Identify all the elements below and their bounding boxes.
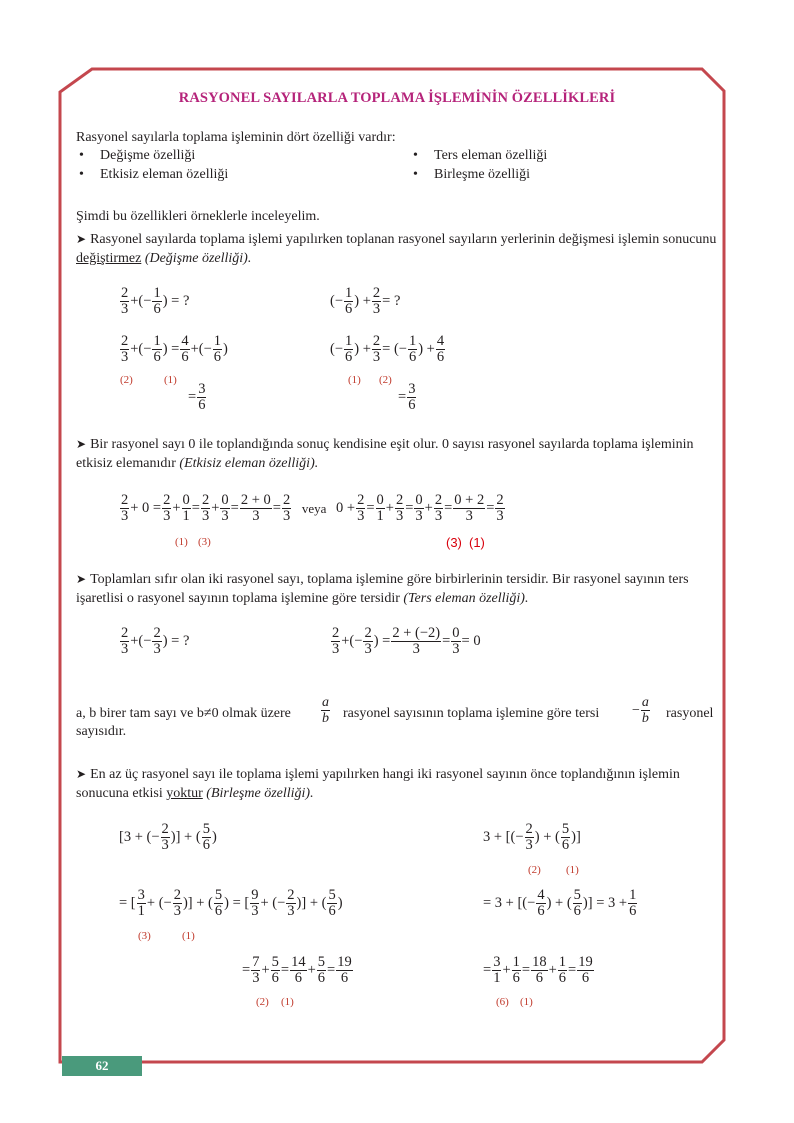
step-label-red: (3) [446, 535, 462, 550]
eq-identity: $\frac{2}{3}$ + 0 = $\frac{2}{3}$ + $\frac{0}{1}$ = $\frac{2}{3}$ + $\frac{0}{3}$ = $\frac{2 + 0}{3}$ = $\frac{2}{3}$ veya 0 + $\frac{2}{3}$ = $\frac{0}{1}$ + $\frac{2}{3}$ = $\frac{0}{3}$ + $\frac{2}{3}$ = $\frac{0 + 2}{3}$ = $\frac{2}{3}$ [121, 492, 504, 524]
step-label-red: (1) [469, 535, 485, 550]
step-label: (2) [256, 996, 269, 1008]
step-label: (3) [138, 930, 151, 942]
eq-associative-left-1: [3 + (− $\frac{2}{3}$ )] + ( $\frac{5}{6}$ ) [119, 821, 217, 853]
eq-associative-right-3: = $\frac{3}{1}$ + $\frac{1}{6}$ = $\frac{18}{6}$ + $\frac{1}{6}$ = $\frac{19}{6}$ [483, 954, 593, 986]
examples-intro: Şimdi bu özellikleri örneklerle inceleyelim. [76, 209, 320, 224]
intro-text: Rasyonel sayılarla toplama işleminin dört özelliği vardır: [76, 130, 396, 145]
step-label: (2) [528, 864, 541, 876]
section-inverse-text: ➤ Toplamları sıfır olan iki rasyonel sayı, toplama işlemine göre birbirlerinin tersidir. Bir rasyonel sayının ters işaretlisi o rasyonel sayının toplama işlemine göre tersidir (Ters eleman özelliği). [76, 572, 689, 606]
property-commutative: • Değişme özelliği [100, 148, 195, 164]
eq-associative-left-2: = [ $\frac{3}{1}$ + (− $\frac{2}{3}$ )] + ( $\frac{5}{6}$ ) = [ $\frac{9}{3}$ + (− $\frac{2}{3}$ )] + ( $\frac{5}{6}$ ) [119, 887, 343, 919]
section-inverse-definition: a, b birer tam sayı ve b≠0 olmak üzere $\frac{a}{b}$ rasyonel sayısının toplama işlemine göre tersi − $\frac{a}{b}$ rasyonel sayısıdır. [76, 695, 714, 739]
eq-commutative-left-2: $\frac{2}{3}$ +(− $\frac{1}{6}$ ) = $\frac{4}{6}$ +(− $\frac{1}{6}$ ) [121, 333, 228, 365]
eq-associative-right-2: = 3 + [(− $\frac{4}{6}$ ) + ( $\frac{5}{6}$ )] = 3 + $\frac{1}{6}$ [483, 887, 637, 919]
step-label: (1) [182, 930, 195, 942]
eq-commutative-left-3: = $\frac{3}{6}$ [188, 381, 206, 413]
step-label: (1) [281, 996, 294, 1008]
property-inverse: • Ters eleman özelliği [434, 148, 547, 164]
section-associative-text: ➤ En az üç rasyonel sayı ile toplama işlemi yapılırken hangi iki rasyonel sayının önce toplandığının işlemin sonucuna etkisi yoktur (Birleşme özelliği). [76, 767, 680, 801]
arrow-icon: ➤ [76, 767, 87, 781]
property-identity: • Etkisiz eleman özelliği [100, 167, 228, 183]
arrow-icon: ➤ [76, 572, 87, 586]
page-title: RASYONEL SAYILARLA TOPLAMA İŞLEMİNİN ÖZELLİKLERİ [178, 90, 616, 106]
property-associative: • Birleşme özelliği [434, 167, 530, 183]
eq-commutative-right-2: (− $\frac{1}{6}$ ) + $\frac{2}{3}$ = (− $\frac{1}{6}$ ) + $\frac{4}{6}$ [330, 333, 445, 365]
step-label: (1) [348, 374, 361, 386]
eq-commutative-left-1: $\frac{2}{3}$ +(− $\frac{1}{6}$ ) = ? [121, 285, 190, 317]
step-label: (2) [379, 374, 392, 386]
eq-inverse-right: $\frac{2}{3}$ +(− $\frac{2}{3}$ ) = $\frac{2 + (-2)}{3}$ = $\frac{0}{3}$ = 0 [332, 625, 481, 657]
step-label: (1) [566, 864, 579, 876]
step-label: (1) [175, 536, 188, 548]
step-label: (2) [120, 374, 133, 386]
eq-commutative-right-1: (− $\frac{1}{6}$ ) + $\frac{2}{3}$ = ? [330, 285, 401, 317]
eq-inverse-left: $\frac{2}{3}$ +(− $\frac{2}{3}$ ) = ? [121, 625, 190, 657]
step-label: (1) [164, 374, 177, 386]
eq-commutative-right-3: = $\frac{3}{6}$ [398, 381, 416, 413]
eq-associative-left-3: = $\frac{7}{3}$ + $\frac{5}{6}$ = $\frac{14}{6}$ + $\frac{5}{6}$ = $\frac{19}{6}$ [242, 954, 352, 986]
section-commutative-text: ➤ Rasyonel sayılarda toplama işlemi yapılırken toplanan rasyonel sayıların yerlerinin değişmesi işlemin sonucunu değiştirmez (Değişme özelliği). [76, 232, 717, 266]
step-label: (1) [520, 996, 533, 1008]
arrow-icon: ➤ [76, 232, 87, 246]
arrow-icon: ➤ [76, 437, 87, 451]
step-label: (6) [496, 996, 509, 1008]
eq-associative-right-1: 3 + [(− $\frac{2}{3}$ ) + ( $\frac{5}{6}$ )] [483, 821, 581, 853]
section-identity-text: ➤ Bir rasyonel sayı 0 ile toplandığında sonuç kendisine eşit olur. 0 sayısı rasyonel sayılarda toplama işleminin etkisiz elemanıdır (Etkisiz eleman özelliği). [76, 437, 694, 471]
step-label: (3) [198, 536, 211, 548]
page-number: 62 [62, 1056, 142, 1076]
